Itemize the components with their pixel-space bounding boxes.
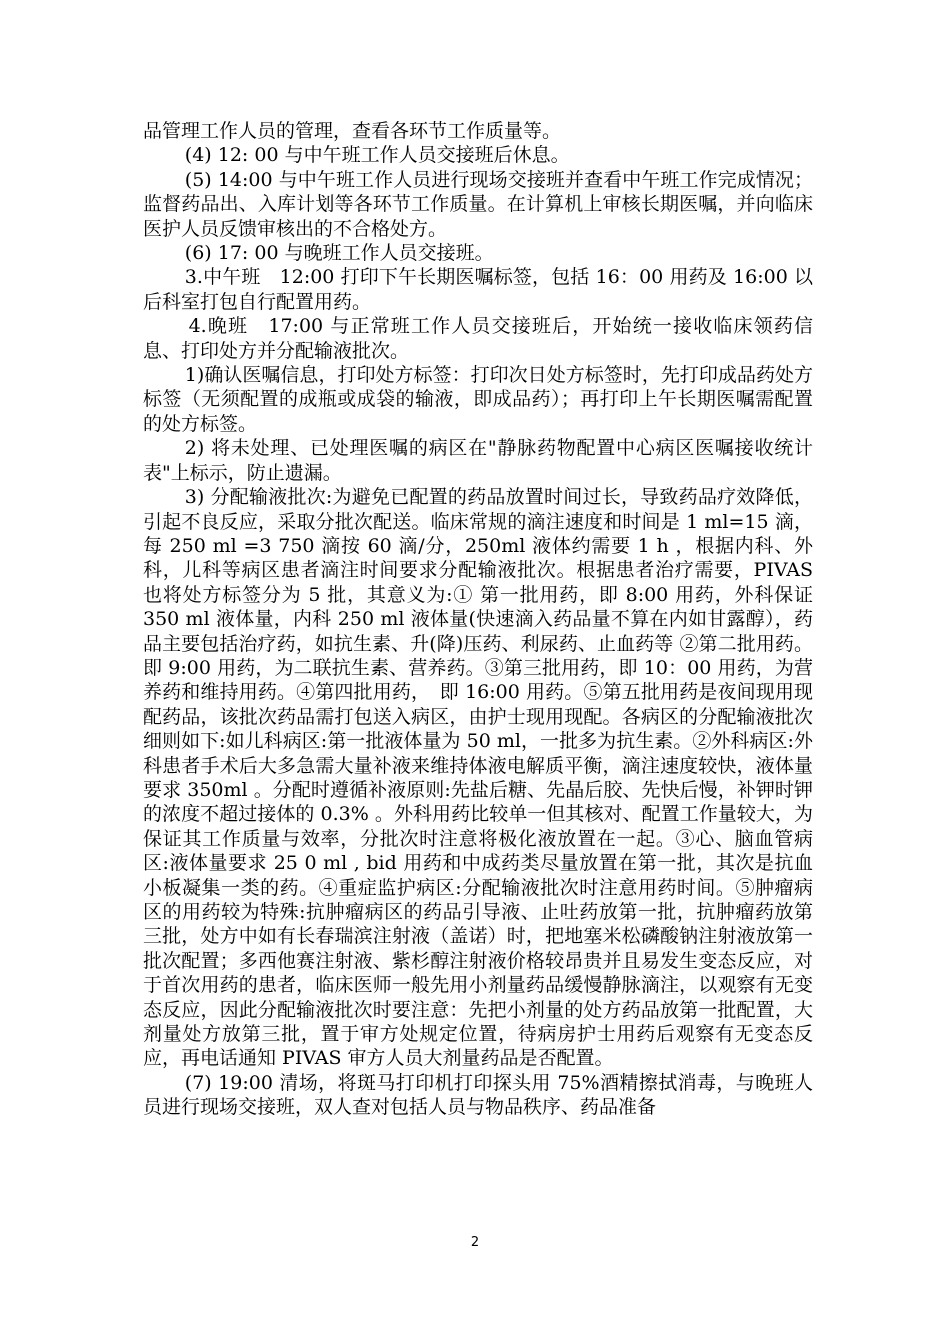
paragraph-6: 4.晚班 17:00 与正常班工作人员交接班后，开始统一接收临床领药信息、打印处方并分配输液批次。 — [143, 315, 813, 362]
paragraph-1: 品管理工作人员的管理，查看各环节工作质量等。 — [143, 120, 562, 142]
paragraph-5: 3.中午班 12:00 打印下午长期医嘱标签，包括 16：00 用药及 16:00 以后科室打包自行配置用药。 — [143, 266, 813, 313]
paragraph-8: 2) 将未处理、已处理医嘱的病区在"静脉药物配置中心病区医嘱接收统计表"上标示，防止遗漏。 — [143, 437, 813, 484]
document-body — [143, 119, 813, 1120]
paragraph-3: (5) 14:00 与中午班工作人员进行现场交接班并查看中午班工作完成情况；监督药品出、入库计划等各环节工作质量。在计算机上审核长期医嘱，并向临床医护人员反馈审核出的不合格处方。 — [143, 168, 813, 240]
paragraph-4: (6) 17: 00 与晚班工作人员交接班。 — [184, 242, 494, 265]
page-number: 2 — [470, 1235, 480, 1250]
paragraph-2: (4) 12: 00 与中午班工作人员交接班后休息。 — [184, 144, 570, 167]
paragraph-9: 3) 分配输液批次:为避免已配置的药品放置时间过长，导致药品疗效降低，引起不良反应，采取分批次配送。临床常规的滴注速度和时间是 1 ml=15 滴，每 250 ml =3 750 滴按 60 滴/分，250ml 液体约需要 1 h ，根据内科、外科，儿科等病区患者滴注时间要求分配输液批次。根据患者治疗需要，PIVAS 也将处方标签分为 5 批，其意义为:① 第一批用药，即 8:00 用药，外科保证 350 ml 液体量，内科 250 ml 液体量(快速滴入药品量不算在内如甘露醇），药品主要包括治疗药，如抗生素、升(降)压药、利尿药、止血药等 ②第二批用药。即 9:00 用药，为二联抗生素、营养药。③第三批用药，即 10：00 用药，为营养药和维持用药。④第四批用药， 即 16:00 用药。⑤第五批用药是夜间现用现配药品，该批次药品需打包送入病区，由护士现用现配。各病区的分配输液批次细则如下:如儿科病区:第一批液体量为 50 ml，一批多为抗生素。②外科病区:外科患者手术后大多急需大量补液来维持体液电解质平衡，滴注速度较快，液体量要求 350ml 。分配时遵循补液原则:先盐后糖、先晶后胶、先快后慢，补钾时钾的浓度不超过接体的 0.3% 。外科用药比较单一但其核对、配置工作量较大，为保证其工作质量与效率，分批次时注意将极化液放置在一起。③心、脑血管病区:液体量要求 25 0 ml , bid 用药和中成药类尽量放置在第一批，其次是抗血小板凝集一类的药。④重症监护病区:分配输液批次时注意用药时间。⑤肿瘤病区的用药较为特殊:抗肿瘤病区的药品引导液、止吐药放第一批，抗肿瘤药放第三批，处方中如有长春瑞滨注射液（盖诺）时，把地塞米松磷酸钠注射液放第一批次配置；多西他赛注射液、紫杉醇注射液价格较昂贵并且易发生变态反应，对于首次用药的患者，临床医师一般先用小剂量药品缓慢静脉滴注，以观察有无变态反应，因此分配输液批次时要注意：先把小剂量的处方药品放第一批配置，大剂量处方放第三批，置于审方处规定位置，待病房护士用药后观察有无变态反应，再电话通知 PIVAS 审方人员大剂量药品是否配置。 — [143, 486, 813, 1070]
paragraph-7: 1)确认医嘱信息，打印处方标签：打印次日处方标签时，先打印成品药处方标签（无须配置的成瓶或成袋的输液，即成品药）；再打印上午长期医嘱需配置的处方标签。 — [143, 364, 813, 435]
paragraph-10: (7) 19:00 清场，将斑马打印机打印探头用 75%酒精擦拭消毒，与晚班人员进行现场交接班，双人查对包括人员与物品秩序、药品准备 — [143, 1071, 813, 1119]
